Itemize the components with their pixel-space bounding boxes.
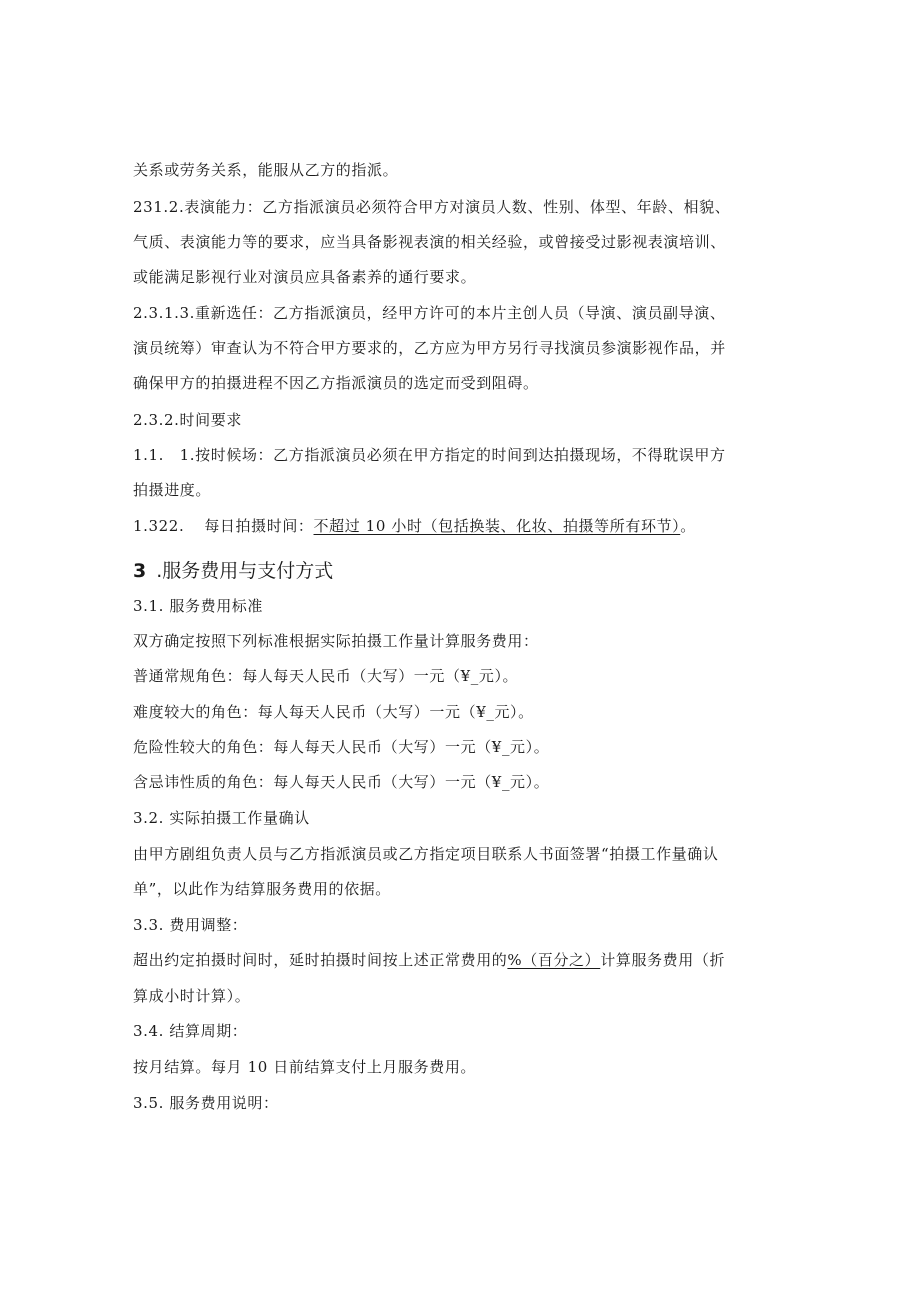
text-line: 由甲方剧组负责人员与乙方指派演员或乙方指定项目联系人书面签署“拍摄工作量确认: [133, 845, 719, 863]
clause-text: 超出约定拍摄时间时，延时拍摄时间按上述正常费用的: [133, 951, 508, 969]
text-line: 关系或劳务关系，能服从乙方的指派。: [133, 161, 399, 179]
subheading: 3.2. 实际拍摄工作量确认: [133, 809, 310, 827]
subheading: 3.1. 服务费用标准: [133, 597, 263, 615]
text-line: 2.3.1.3.重新选任：乙方指派演员，经甲方许可的本片主创人员（导演、演员副导演、: [133, 304, 726, 322]
underlined-text: %（百分之）: [507, 951, 601, 969]
subheading: 3.3. 费用调整：: [133, 916, 248, 934]
text-line: 含忌讳性质的角色：每人每天人民币（大写）一元（¥_元）。: [133, 773, 550, 791]
clause-label: 每日拍摄时间：: [204, 517, 314, 535]
text-line: 算成小时计算）。: [133, 987, 251, 1005]
section-title: .服务费用与支付方式: [156, 560, 334, 582]
section-heading: [133, 559, 333, 583]
text-line: 难度较大的角色：每人每天人民币（大写）一元（¥_元）。: [133, 703, 534, 721]
text-line: 双方确定按照下列标准根据实际拍摄工作量计算服务费用：: [133, 632, 539, 650]
text-line: 气质、表演能力等的要求，应当具备影视表演的相关经验，或曾接受过影视表演培训、: [133, 233, 726, 251]
clause-shooting-hours: [133, 516, 793, 536]
text-line: 拍摄进度。: [133, 481, 212, 499]
text-line: 单”，以此作为结算服务费用的依据。: [133, 880, 391, 898]
clause-overtime: [133, 950, 793, 970]
subheading: 2.3.2.时间要求: [133, 411, 242, 429]
text-line: 危险性较大的角色：每人每天人民币（大写）一元（¥_元）。: [133, 738, 550, 756]
text-line: 1.1. 1.按时候场：乙方指派演员必须在甲方指定的时间到达拍摄现场，不得耽误甲方: [133, 446, 726, 464]
clause-text: 计算服务费用（折: [600, 951, 726, 969]
text-line: 演员统筹）审查认为不符合甲方要求的，乙方应为甲方另行寻找演员参演影视作品，并: [133, 339, 726, 357]
subheading: 3.5. 服务费用说明：: [133, 1094, 279, 1112]
clause-end: 。: [680, 517, 696, 535]
section-number: 3: [133, 560, 147, 582]
text-line: 或能满足影视行业对演员应具备素养的通行要求。: [133, 268, 477, 286]
text-line: 确保甲方的拍摄进程不因乙方指派演员的选定而受到阻碍。: [133, 374, 539, 392]
clause-number: 1.322.: [133, 517, 185, 535]
underlined-text: 不超过 10 小时（包括换装、化妆、拍摄等所有环节）: [313, 517, 681, 535]
subheading: 3.4. 结算周期：: [133, 1022, 248, 1040]
text-line: 按月结算。每月 10 日前结算支付上月服务费用。: [133, 1058, 477, 1076]
text-line: 普通常规角色：每人每天人民币（大写）一元（¥_元）。: [133, 667, 519, 685]
text-line: 231.2.表演能力：乙方指派演员必须符合甲方对演员人数、性别、体型、年龄、相貌、: [133, 198, 731, 216]
